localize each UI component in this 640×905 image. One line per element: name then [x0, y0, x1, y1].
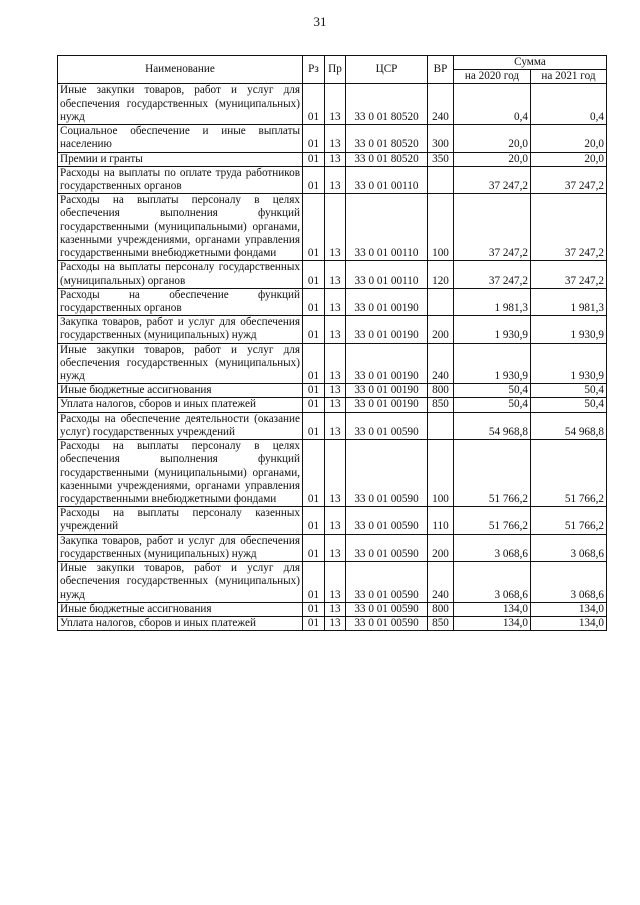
cell-sum-2021: 3 068,6	[531, 534, 607, 561]
cell-sum-2021: 51 766,2	[531, 440, 607, 507]
cell-vr: 800	[428, 602, 454, 616]
cell-name: Закупка товаров, работ и услуг для обеспечения государственных (муниципальных) нужд	[58, 534, 303, 561]
cell-sum-2020: 0,4	[454, 84, 531, 125]
cell-sum-2021: 54 968,8	[531, 412, 607, 439]
cell-rz: 01	[303, 398, 325, 412]
cell-vr: 110	[428, 507, 454, 534]
cell-sum-2020: 1 930,9	[454, 316, 531, 343]
cell-csr: 33 0 01 00590	[346, 412, 428, 439]
table-row	[58, 562, 607, 603]
table-row	[58, 166, 607, 193]
table-row	[58, 616, 607, 630]
cell-pr: 13	[325, 412, 346, 439]
budget-table	[57, 55, 607, 631]
cell-vr: 350	[428, 152, 454, 166]
cell-rz: 01	[303, 384, 325, 398]
header-rz: Рз	[303, 56, 325, 84]
cell-sum-2020: 3 068,6	[454, 534, 531, 561]
cell-name: Расходы на выплаты персоналу государственных (муниципальных) органов	[58, 261, 303, 288]
cell-rz: 01	[303, 166, 325, 193]
cell-pr: 13	[325, 288, 346, 315]
table-row	[58, 316, 607, 343]
cell-sum-2020: 50,4	[454, 398, 531, 412]
cell-vr: 240	[428, 343, 454, 384]
cell-sum-2021: 37 247,2	[531, 166, 607, 193]
cell-sum-2021: 134,0	[531, 616, 607, 630]
table-row	[58, 507, 607, 534]
cell-sum-2021: 50,4	[531, 384, 607, 398]
cell-rz: 01	[303, 616, 325, 630]
cell-csr: 33 0 01 00190	[346, 398, 428, 412]
table-row	[58, 398, 607, 412]
header-year-2020: на 2020 год	[454, 70, 531, 84]
table-row	[58, 125, 607, 152]
table-row	[58, 602, 607, 616]
cell-vr: 300	[428, 125, 454, 152]
cell-pr: 13	[325, 398, 346, 412]
cell-vr	[428, 166, 454, 193]
cell-csr: 33 0 01 80520	[346, 84, 428, 125]
cell-name: Иные закупки товаров, работ и услуг для обеспечения государственных (муниципальных) нужд	[58, 343, 303, 384]
cell-rz: 01	[303, 507, 325, 534]
cell-pr: 13	[325, 261, 346, 288]
cell-pr: 13	[325, 84, 346, 125]
cell-pr: 13	[325, 384, 346, 398]
cell-sum-2020: 134,0	[454, 602, 531, 616]
table-body	[58, 84, 607, 631]
cell-name: Социальное обеспечение и иные выплаты населению	[58, 125, 303, 152]
cell-rz: 01	[303, 125, 325, 152]
cell-rz: 01	[303, 343, 325, 384]
cell-csr: 33 0 01 80520	[346, 125, 428, 152]
cell-name: Расходы на выплаты по оплате труда работников государственных органов	[58, 166, 303, 193]
cell-vr: 240	[428, 84, 454, 125]
cell-rz: 01	[303, 534, 325, 561]
cell-sum-2020: 20,0	[454, 152, 531, 166]
cell-name: Расходы на выплаты персоналу в целях обеспечения выполнения функций государственными (муниципальными) органами, казенными учреждениями, органами управления государственными внебюджетными фондами	[58, 440, 303, 507]
cell-sum-2020: 51 766,2	[454, 507, 531, 534]
cell-csr: 33 0 01 00190	[346, 384, 428, 398]
cell-rz: 01	[303, 84, 325, 125]
cell-sum-2020: 20,0	[454, 125, 531, 152]
cell-name: Уплата налогов, сборов и иных платежей	[58, 616, 303, 630]
cell-csr: 33 0 01 00190	[346, 316, 428, 343]
cell-sum-2020: 1 930,9	[454, 343, 531, 384]
cell-vr: 100	[428, 194, 454, 261]
cell-name: Закупка товаров, работ и услуг для обеспечения государственных (муниципальных) нужд	[58, 316, 303, 343]
cell-vr: 200	[428, 316, 454, 343]
table-row	[58, 384, 607, 398]
cell-csr: 33 0 01 00590	[346, 534, 428, 561]
cell-pr: 13	[325, 562, 346, 603]
cell-sum-2020: 1 981,3	[454, 288, 531, 315]
cell-sum-2020: 50,4	[454, 384, 531, 398]
cell-pr: 13	[325, 194, 346, 261]
cell-sum-2021: 20,0	[531, 125, 607, 152]
cell-vr: 240	[428, 562, 454, 603]
cell-sum-2020: 37 247,2	[454, 166, 531, 193]
cell-sum-2020: 54 968,8	[454, 412, 531, 439]
cell-rz: 01	[303, 562, 325, 603]
header-sum: Сумма	[454, 56, 607, 70]
cell-csr: 33 0 01 00110	[346, 166, 428, 193]
cell-name: Иные закупки товаров, работ и услуг для обеспечения государственных (муниципальных) нужд	[58, 562, 303, 603]
cell-sum-2020: 134,0	[454, 616, 531, 630]
table-row	[58, 534, 607, 561]
cell-pr: 13	[325, 343, 346, 384]
cell-pr: 13	[325, 616, 346, 630]
cell-name: Расходы на выплаты персоналу казенных учреждений	[58, 507, 303, 534]
cell-pr: 13	[325, 507, 346, 534]
cell-sum-2021: 20,0	[531, 152, 607, 166]
cell-rz: 01	[303, 316, 325, 343]
cell-vr: 850	[428, 616, 454, 630]
cell-csr: 33 0 01 00590	[346, 562, 428, 603]
table-row	[58, 261, 607, 288]
header-vr: ВР	[428, 56, 454, 84]
cell-csr: 33 0 01 00590	[346, 616, 428, 630]
cell-csr: 33 0 01 00110	[346, 261, 428, 288]
table-row	[58, 343, 607, 384]
cell-pr: 13	[325, 152, 346, 166]
cell-vr: 800	[428, 384, 454, 398]
cell-sum-2021: 51 766,2	[531, 507, 607, 534]
cell-rz: 01	[303, 440, 325, 507]
cell-sum-2021: 1 981,3	[531, 288, 607, 315]
cell-sum-2021: 37 247,2	[531, 194, 607, 261]
cell-pr: 13	[325, 125, 346, 152]
table-row	[58, 288, 607, 315]
cell-name: Премии и гранты	[58, 152, 303, 166]
cell-name: Расходы на обеспечение функций государственных органов	[58, 288, 303, 315]
cell-pr: 13	[325, 166, 346, 193]
cell-name: Иные бюджетные ассигнования	[58, 602, 303, 616]
cell-sum-2021: 134,0	[531, 602, 607, 616]
cell-sum-2021: 0,4	[531, 84, 607, 125]
cell-rz: 01	[303, 152, 325, 166]
table-row	[58, 440, 607, 507]
header-csr: ЦСР	[346, 56, 428, 84]
cell-rz: 01	[303, 194, 325, 261]
cell-sum-2020: 37 247,2	[454, 261, 531, 288]
cell-vr: 120	[428, 261, 454, 288]
cell-rz: 01	[303, 288, 325, 315]
cell-vr	[428, 288, 454, 315]
cell-csr: 33 0 01 00190	[346, 288, 428, 315]
cell-rz: 01	[303, 602, 325, 616]
cell-sum-2021: 37 247,2	[531, 261, 607, 288]
table-row	[58, 84, 607, 125]
cell-csr: 33 0 01 00190	[346, 343, 428, 384]
table-row	[58, 194, 607, 261]
cell-name: Расходы на выплаты персоналу в целях обеспечения выполнения функций государственными (муниципальными) органами, казенными учреждениями, органами управления государственными внебюджетными фондами	[58, 194, 303, 261]
cell-csr: 33 0 01 00590	[346, 440, 428, 507]
cell-rz: 01	[303, 261, 325, 288]
cell-sum-2021: 1 930,9	[531, 316, 607, 343]
table-row	[58, 412, 607, 439]
cell-csr: 33 0 01 80520	[346, 152, 428, 166]
cell-csr: 33 0 01 00590	[346, 602, 428, 616]
header-name: Наименование	[58, 56, 303, 84]
cell-name: Иные бюджетные ассигнования	[58, 384, 303, 398]
cell-name: Уплата налогов, сборов и иных платежей	[58, 398, 303, 412]
table-row	[58, 152, 607, 166]
cell-sum-2020: 37 247,2	[454, 194, 531, 261]
header-year-2021: на 2021 год	[531, 70, 607, 84]
cell-vr: 200	[428, 534, 454, 561]
cell-pr: 13	[325, 440, 346, 507]
cell-name: Иные закупки товаров, работ и услуг для обеспечения государственных (муниципальных) нужд	[58, 84, 303, 125]
cell-csr: 33 0 01 00590	[346, 507, 428, 534]
header-pr: Пр	[325, 56, 346, 84]
cell-sum-2021: 50,4	[531, 398, 607, 412]
cell-vr: 100	[428, 440, 454, 507]
cell-csr: 33 0 01 00110	[346, 194, 428, 261]
cell-sum-2021: 3 068,6	[531, 562, 607, 603]
cell-sum-2021: 1 930,9	[531, 343, 607, 384]
cell-vr	[428, 412, 454, 439]
cell-pr: 13	[325, 316, 346, 343]
cell-vr: 850	[428, 398, 454, 412]
page-number: 31	[313, 14, 327, 29]
cell-rz: 01	[303, 412, 325, 439]
cell-pr: 13	[325, 602, 346, 616]
cell-sum-2020: 51 766,2	[454, 440, 531, 507]
cell-sum-2020: 3 068,6	[454, 562, 531, 603]
cell-pr: 13	[325, 534, 346, 561]
cell-name: Расходы на обеспечение деятельности (оказание услуг) государственных учреждений	[58, 412, 303, 439]
